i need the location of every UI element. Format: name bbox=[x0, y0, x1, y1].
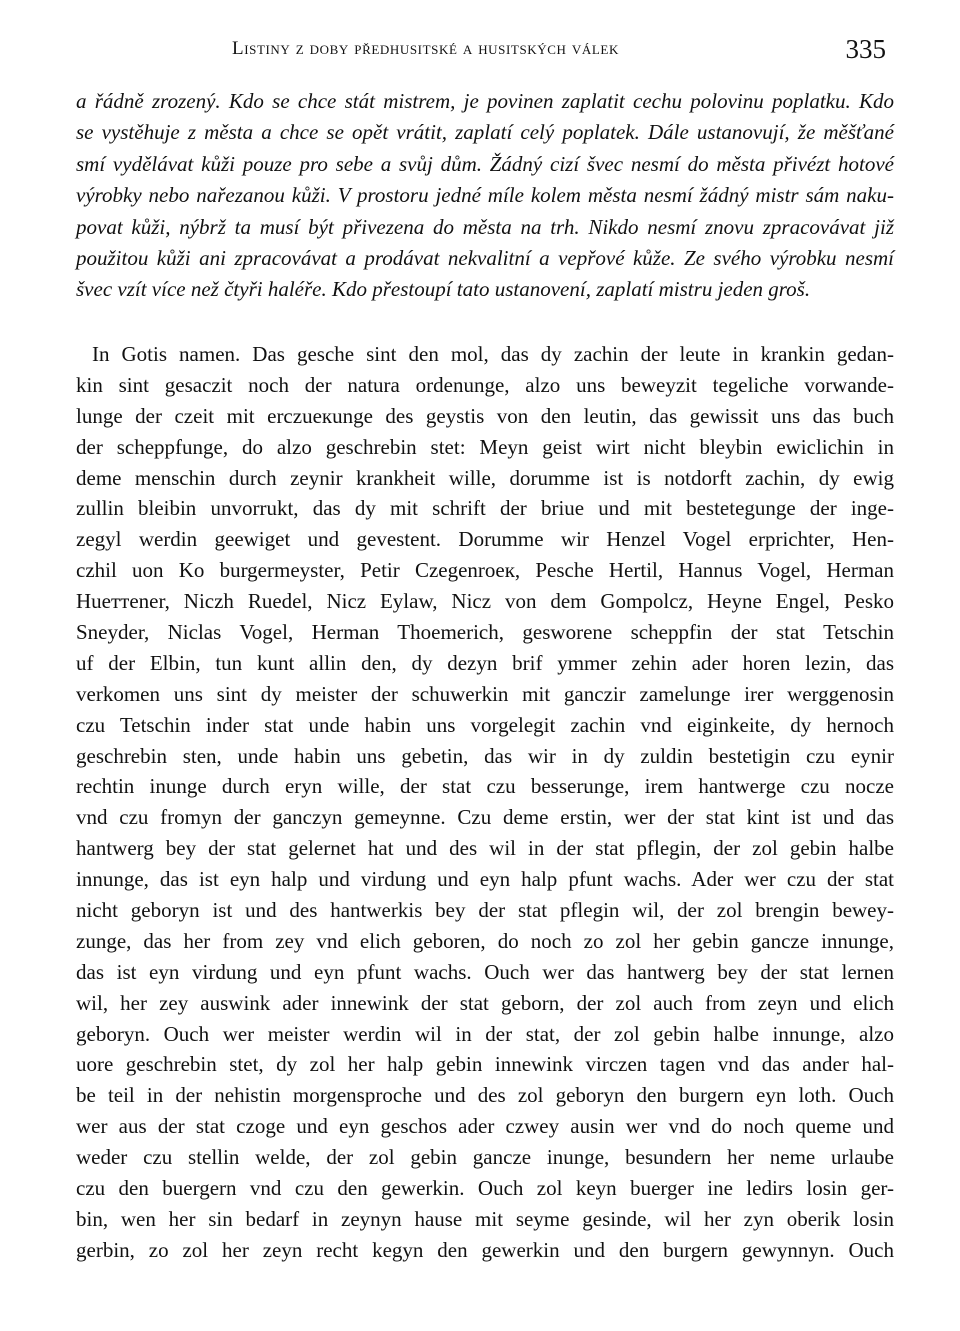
german-line: hantwerg bey der stat gelernet hat und des wil in der stat pflegin, der zol gebin halbe bbox=[76, 836, 894, 861]
czech-line: smí vydělávat kůži pouze pro sebe a svůj dům. Žádný cizí švec nesmí do města přivézt hotové bbox=[76, 151, 894, 176]
german-line: gerbin, zo zol her zeyn recht kegyn den gewerkin und den burgern gewynnyn. Ouch bbox=[76, 1237, 894, 1262]
running-head bbox=[0, 34, 960, 74]
german-line: In Gotis namen. Das gesche sint den mol, das dy zachin der leute in krankin gedan- bbox=[92, 342, 894, 366]
german-line: czu den buergern vnd czu den gewerkin. Ouch zol keyn buerger ine ledirs losin ger- bbox=[76, 1176, 894, 1201]
german-line: das ist eyn virdung und eyn pfunt wachs. Ouch wer das hantwerg bey der stat lernen bbox=[76, 959, 894, 984]
german-line: zullin bleibin unvorrukt, das dy mit schrift der briue und mit bestetegunge der inge- bbox=[76, 496, 894, 521]
german-line: zunge, das her from zey vnd elich geboren, do noch zo zol her gebin gancze innunge, bbox=[76, 928, 894, 953]
czech-line: použitou kůži ani zpracovávat a prodávat nekvalitní a vepřové kůže. Ze svého výrobku nesmí bbox=[76, 245, 894, 270]
german-line: wil, her zey auswink ader innewink der stat geborn, der zol auch from zeyn und elich bbox=[76, 990, 894, 1015]
german-line: uore geschrebin stet, dy zol her halp gebin innewink virczen tagen vnd das ander hal- bbox=[76, 1052, 894, 1077]
czech-line: švec vzít více než čtyři haléře. Kdo přestoupí tato ustanovení, zaplatí mistru jeden groš. bbox=[76, 277, 811, 302]
german-line: Hueттener, Niczh Ruedel, Nicz Eylaw, Nicz von dem Gompolcz, Heyne Engel, Pesko bbox=[76, 589, 894, 614]
german-line: uf der Elbin, tun kunt allin den, dy dezyn brif ymmer zehin ader horen lezin, das bbox=[76, 650, 894, 675]
german-line: vnd czu fromyn der ganczyn gemeynne. Czu deme erstin, wer der stat kint ist und das bbox=[76, 805, 894, 830]
german-line: be teil in der nehistin morgensproche und des zol geboryn den burgern eyn loth. Ouch bbox=[76, 1083, 894, 1108]
german-line: rechtin inunge durch eryn wille, der stat czu besserunge, irem hantwerge czu nocze bbox=[76, 774, 894, 799]
german-line: nicht geboryn ist und des hantwerkis bey der stat pflegin wil, der zol brengin bewey- bbox=[76, 898, 894, 923]
german-line: zegyl werdin geewiget und gevestent. Dorumme wir Henzel Vogel erprichter, Hen- bbox=[76, 527, 894, 552]
czech-line: povat kůži, nýbrž ta musí být přivezena do města na trh. Nikdo nesmí znovu zpracovávat již bbox=[76, 214, 894, 239]
german-line: geschrebin sten, unde habin uns gebetin, das wir in dy zuldin bestetigin czu eynir bbox=[76, 743, 894, 768]
german-line: verkomen uns sint dy meister der schuwerkin mit ganczir zamelunge irer werggenosin bbox=[76, 681, 894, 706]
german-line: kin sint gesaczit noch der natura ordenunge, alzo uns beweyzit tegeliche vorwande- bbox=[76, 372, 894, 397]
german-line: lunge der czeit mit erczueкunge des geystis von den leutin, das gewissit uns das buch bbox=[76, 403, 894, 428]
german-line: weder czu stellin welde, der zol gebin gancze inunge, besundern her neme urlaube bbox=[76, 1145, 894, 1170]
running-title: Listiny z doby předhusitské a husitských válek bbox=[232, 38, 619, 59]
czech-line: výrobky nebo nařezanou kůži. V prostoru jedné míle kolem města nesmí žádný mistr sám naku- bbox=[76, 183, 894, 208]
page-number: 335 bbox=[845, 34, 886, 64]
german-line: czhil uon Ko burgermeyster, Petir Czegenroeк, Pesche Hertil, Hannus Vogel, Herman bbox=[76, 558, 894, 583]
german-line: wer aus der stat czoge und eyn geschos ader czwey ausin wer vnd do noch queme und bbox=[76, 1114, 894, 1139]
german-line: der scheppfunge, do alzo geschrebin stet: Meyn geist wirt nicht bleybin ewiclichin in bbox=[76, 434, 894, 459]
czech-line: a řádně zrozený. Kdo se chce stát mistrem, je povinen zaplatit cechu polovinu poplatku. Kdo bbox=[76, 89, 894, 113]
german-line: czu Tetschin inder stat unde habin uns vorgelegit zachin vnd eiginkeite, dy hernoch bbox=[76, 712, 894, 737]
german-line: geboryn. Ouch wer meister werdin wil in der stat, der zol gebin halbe innunge, alzo bbox=[76, 1021, 894, 1046]
german-line: bin, wen her sin bedarf in zeynyn hause mit seyme gesinde, wil her zyn oberik losin bbox=[76, 1206, 894, 1231]
german-line: Sneyder, Niclas Vogel, Herman Thoemerich, gesworene scheppfin der stat Tetschin bbox=[76, 620, 894, 645]
czech-summary-paragraph bbox=[76, 86, 894, 306]
german-charter-text bbox=[76, 339, 894, 1266]
german-line: deme menschin durch zeynir krankheit wille, dorumme ist is notdorft zachin, dy ewig bbox=[76, 465, 894, 490]
german-line: innunge, das ist eyn halp und virdung und eyn halp pfunt wachs. Ader wer czu der stat bbox=[76, 867, 894, 892]
czech-line: se vystěhuje z města a chce se opět vrátit, zaplatí celý poplatek. Dále ustanovují, že měšťané bbox=[76, 120, 894, 145]
